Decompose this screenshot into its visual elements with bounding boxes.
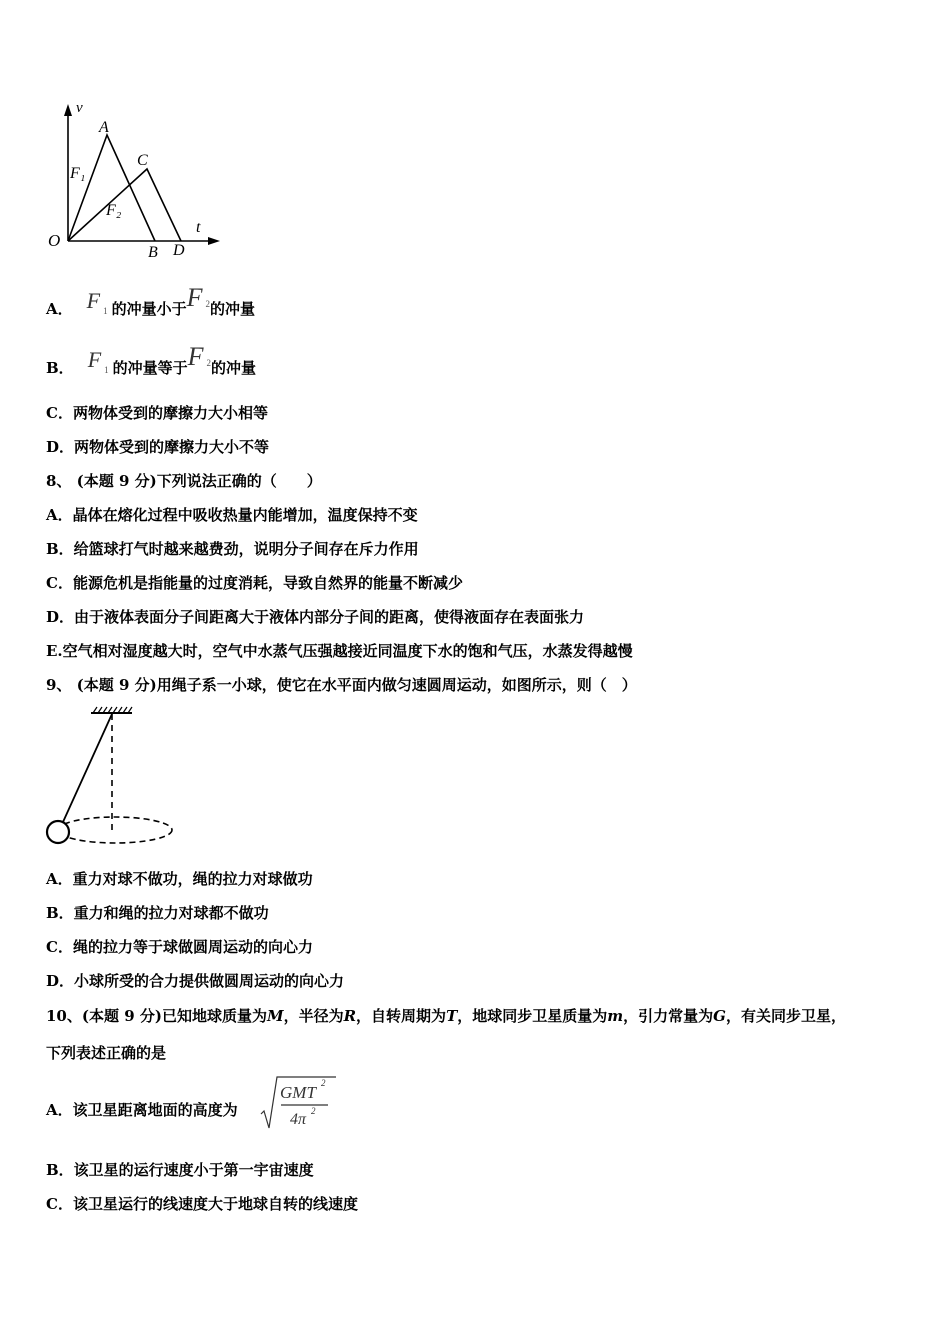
t-axis-label: t xyxy=(196,219,201,236)
point-b-label: B xyxy=(148,244,158,261)
f2-label: F₂ xyxy=(106,202,122,219)
q8-option-d: D．由于液体表面分子间距离大于液体内部分子间的距离，使得液面存在表面张力 xyxy=(46,608,585,626)
q10-option-c: C．该卫星运行的线速度大于地球自转的线速度 xyxy=(46,1195,358,1213)
sqrt-formula xyxy=(258,1074,338,1134)
formula-numerator: GMT xyxy=(280,1083,316,1102)
q10-option-a: A．该卫星距离地面的高度为 xyxy=(46,1101,238,1119)
formula-denominator: 4π xyxy=(290,1111,307,1128)
f1-symbol: F xyxy=(86,288,101,313)
q9-stem: 9、 (本题 9 分)用绳子系一小球，使它在水平面内做匀速圆周运动，如图所示，则（ ） xyxy=(46,676,637,694)
point-a-label: A xyxy=(99,119,109,136)
numerator-exponent: 2 xyxy=(321,1078,326,1088)
f2-symbol: F xyxy=(187,342,204,371)
q9-option-d: D．小球所受的合力提供做圆周运动的向心力 xyxy=(46,972,345,990)
q9-option-b: B．重力和绳的拉力对球都不做功 xyxy=(46,904,269,922)
f2-symbol: F xyxy=(186,283,203,312)
q9-option-a: A．重力对球不做功，绳的拉力对球做功 xyxy=(46,870,313,888)
q8-option-a: A．晶体在熔化过程中吸收热量内能增加，温度保持不变 xyxy=(46,506,418,524)
q9-option-c: C．绳的拉力等于球做圆周运动的向心力 xyxy=(46,938,313,956)
q10-stem: 10、(本题 9 分)已知地球质量为M，半径为R，自转周期为T，地球同步卫星质量为m，引力常量为G，有关同步卫星， xyxy=(46,1007,846,1025)
q10-option-b: B．该卫星的运行速度小于第一宇宙速度 xyxy=(46,1161,314,1179)
f1-label: F₁ xyxy=(70,165,86,182)
denominator-exponent: 2 xyxy=(311,1106,316,1116)
q8-stem: 8、 (本题 9 分)下列说法正确的（ ） xyxy=(46,472,322,490)
v-axis-label: v xyxy=(76,100,83,116)
point-d-label: D xyxy=(173,242,185,259)
q8-option-e: E.空气相对湿度越大时，空气中水蒸气压强越接近同温度下水的饱和气压，水蒸发得越慢 xyxy=(46,642,633,660)
q7-option-c: C．两物体受到的摩擦力大小相等 xyxy=(46,404,268,422)
q7-option-a: A． F 1 的冲量小于F $^2$的冲量 xyxy=(46,283,256,318)
origin-label: O xyxy=(48,231,61,250)
q7-option-d: D．两物体受到的摩擦力大小不等 xyxy=(46,438,270,456)
conical-pendulum-figure xyxy=(44,704,184,852)
q10-stem-line2: 下列表述正确的是 xyxy=(46,1044,167,1062)
q8-option-c: C．能源危机是指能量的过度消耗，导致自然界的能量不断减少 xyxy=(46,574,463,592)
q7-option-b: B． F 1 的冲量等于F $^2$的冲量 xyxy=(46,342,257,377)
vt-graph-figure xyxy=(46,96,226,266)
q8-option-b: B．给篮球打气时越来越费劲，说明分子间存在斥力作用 xyxy=(46,540,419,558)
point-c-label: C xyxy=(137,152,148,169)
f1-symbol: F xyxy=(87,347,102,372)
